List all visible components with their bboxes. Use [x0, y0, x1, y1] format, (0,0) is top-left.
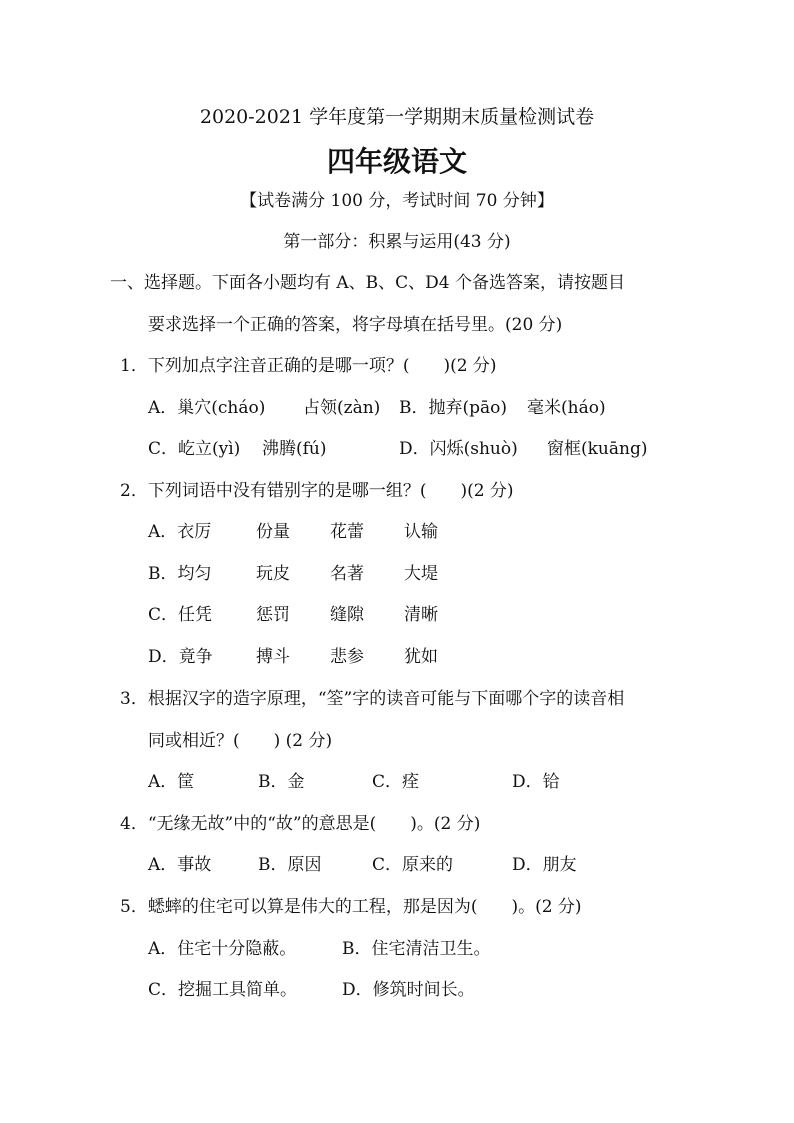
q5-option-a: A．住宅十分隐蔽。: [148, 939, 297, 959]
part-heading: 第一部分：积累与运用(43 分): [283, 232, 511, 252]
q2-c-word2: 惩罚: [256, 605, 290, 625]
q1-option-a2: 占领(zàn): [303, 398, 381, 418]
section-instruction-line1: 一、选择题。下面各小题均有 A、B、C、D4 个备选答案，请按题目: [110, 273, 626, 293]
q2-d-word2: 搏斗: [256, 647, 290, 667]
q2-a-word2: 份量: [256, 522, 290, 542]
q1-option-a1: A．巢穴(cháo): [148, 398, 266, 418]
q1-option-d2: 窗框(kuāng): [547, 439, 648, 459]
q2-d-word3: 悲参: [330, 647, 364, 667]
q2-c-word1: C．任凭: [148, 605, 213, 625]
q3-option-c: C．痊: [372, 772, 420, 792]
q5-option-c: C．挖掘工具简单。: [148, 980, 298, 1000]
subject-title: 四年级语文: [326, 145, 467, 178]
q4-option-d: D．朋友: [512, 855, 577, 875]
q1-option-b1: B．抛弃(pāo): [399, 398, 508, 418]
q3-stem-line1: 3．根据汉字的造字原理，“筌”字的读音可能与下面哪个字的读音相: [120, 689, 625, 709]
q2-c-word3: 缝隙: [330, 605, 364, 625]
q3-option-b: B．金: [258, 772, 305, 792]
q2-d-word4: 犹如: [404, 647, 438, 667]
q3-option-a: A．筐: [148, 772, 195, 792]
q2-a-word3: 花蕾: [330, 522, 364, 542]
q1-stem: 1．下列加点字注音正确的是哪一项？( )(2 分): [120, 356, 497, 376]
q2-b-word1: B．均匀: [148, 564, 212, 584]
q2-stem: 2．下列词语中没有错别字的是哪一组？( )(2 分): [120, 481, 514, 501]
exam-title: 2020-2021 学年度第一学期期末质量检测试卷: [199, 106, 595, 128]
exam-note: 【试卷满分 100 分，考试时间 70 分钟】: [240, 191, 554, 211]
q2-b-word2: 玩皮: [256, 564, 290, 584]
q1-option-d1: D．闪烁(shuò): [399, 439, 518, 459]
q2-c-word4: 清晰: [404, 605, 438, 625]
q5-stem: 5．蟋蟀的住宅可以算是伟大的工程，那是因为( )。(2 分): [120, 897, 582, 917]
q2-b-word3: 名著: [330, 564, 364, 584]
q2-a-word4: 认输: [404, 522, 438, 542]
q4-option-a: A．事故: [148, 855, 212, 875]
q1-option-c1: C．屹立(yì): [148, 439, 241, 459]
q5-option-b: B．住宅清洁卫生。: [342, 939, 491, 959]
q4-stem: 4．“无缘无故”中的“故”的意思是( )。(2 分): [120, 814, 481, 834]
q4-option-b: B．原因: [258, 855, 322, 875]
q3-stem-line2: 同或相近？( ) (2 分): [148, 731, 333, 751]
q1-option-c2: 沸腾(fú): [262, 439, 327, 459]
q5-option-d: D．修筑时间长。: [342, 980, 475, 1000]
q2-d-word1: D．竟争: [148, 647, 213, 667]
q2-b-word4: 大堤: [404, 564, 438, 584]
q4-option-c: C．原来的: [372, 855, 454, 875]
q1-option-b2: 毫米(háo): [527, 398, 606, 418]
q3-option-d: D．铪: [512, 772, 560, 792]
q2-a-word1: A．衣厉: [148, 522, 212, 542]
section-instruction-line2: 要求选择一个正确的答案，将字母填在括号里。(20 分): [148, 315, 563, 335]
